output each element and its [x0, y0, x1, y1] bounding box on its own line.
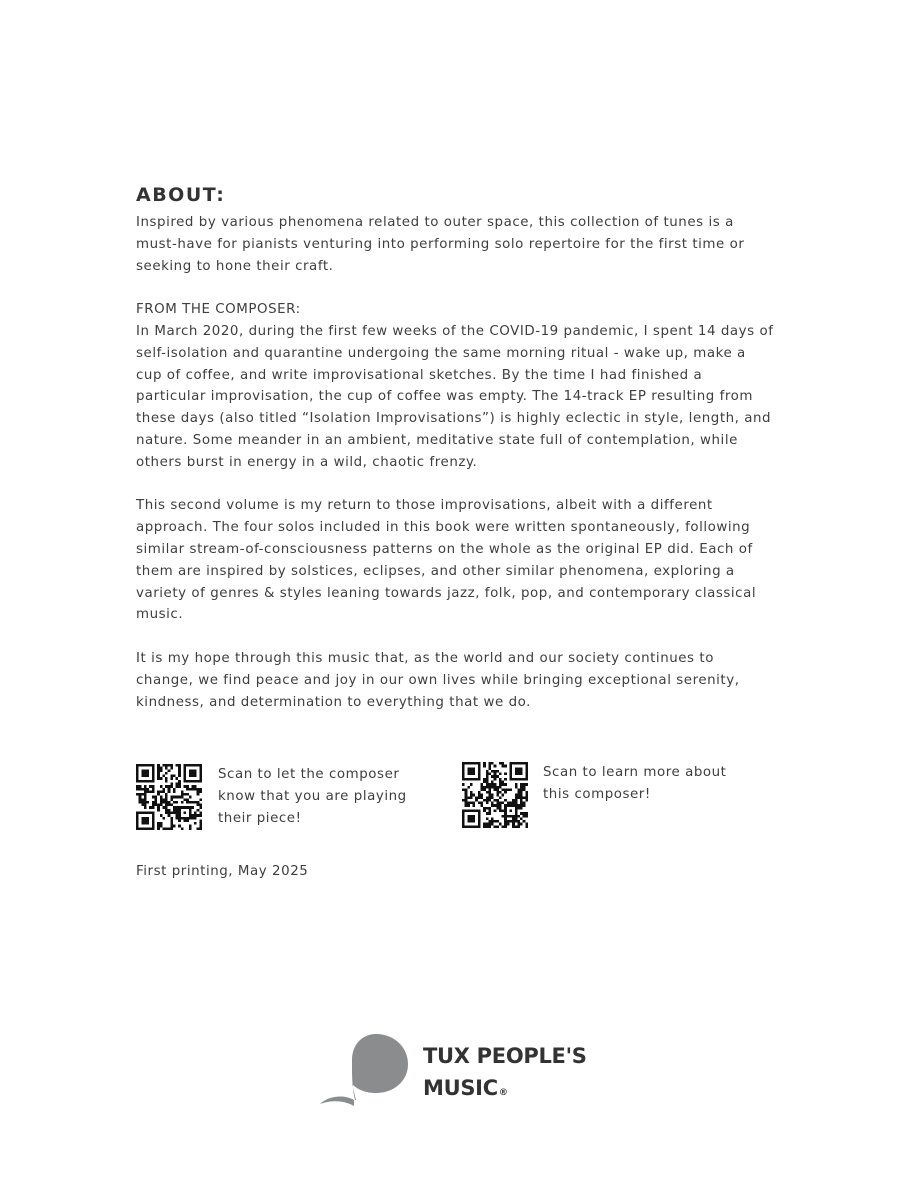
publisher-name-line1: TUX PEOPLE'S — [423, 1044, 587, 1068]
composer-paragraph-2: This second volume is my return to those improvisations, albeit with a different approach. The four solos included in this book were written spontaneously, following similar stream-of-consciousness patterns on the whole as the original EP did. Each of them are inspired by solstices, eclipses, and other similar phenomena, exploring a variety of genres & styles leaning towards jazz, folk, pop, and contemporary classical music. — [136, 498, 757, 623]
qr-feedback-text: Scan to let the composer know that you are playing their piece! — [218, 767, 407, 826]
composer-paragraph-1: In March 2020, during the first few weeks of the COVID-19 pandemic, I spent 14 days of self-isolation and quarantine undergoing the same morning ritual - wake up, make a cup of coffee, and write improvisational sketches. By the time I had finished a particular improvisation, the cup of coffee was empty. The 14-track EP resulting from these days (also titled “Isolation Improvisations”) is highly eclectic in style, length, and nature. Some meander in an ambient, meditative state full of contemplation, while others burst in energy in a wild, chaotic frenzy. — [136, 323, 774, 470]
about-heading: ABOUT: — [136, 184, 226, 206]
printing-note: First printing, May 2025 — [136, 864, 309, 879]
qr-row — [136, 764, 776, 844]
composer-paragraph-3: It is my hope through this music that, as the world and our society continues to change, we find peace and joy in our own lives while bringing exceptional serenity, kindness, and determination to everything that we do. — [136, 650, 740, 710]
publisher-name-line2: MUSIC — [423, 1076, 498, 1100]
from-composer-label: FROM THE COMPOSER: — [136, 302, 301, 318]
about-section — [136, 182, 776, 713]
about-intro: Inspired by various phenomena related to outer space, this collection of tunes is a must-have for pianists venturing into performing solo repertoire for the first time or seeking to hone their craft. — [136, 215, 745, 274]
qr-composer-text: Scan to learn more about this composer! — [543, 765, 727, 802]
registered-mark: ® — [498, 1088, 508, 1098]
publisher-name — [423, 1040, 587, 1109]
qr-code-composer-icon[interactable] — [462, 762, 528, 828]
qr-code-feedback-icon[interactable] — [136, 764, 202, 830]
publisher-logo — [318, 1030, 618, 1110]
speech-bubble-logo-icon — [318, 1030, 413, 1108]
